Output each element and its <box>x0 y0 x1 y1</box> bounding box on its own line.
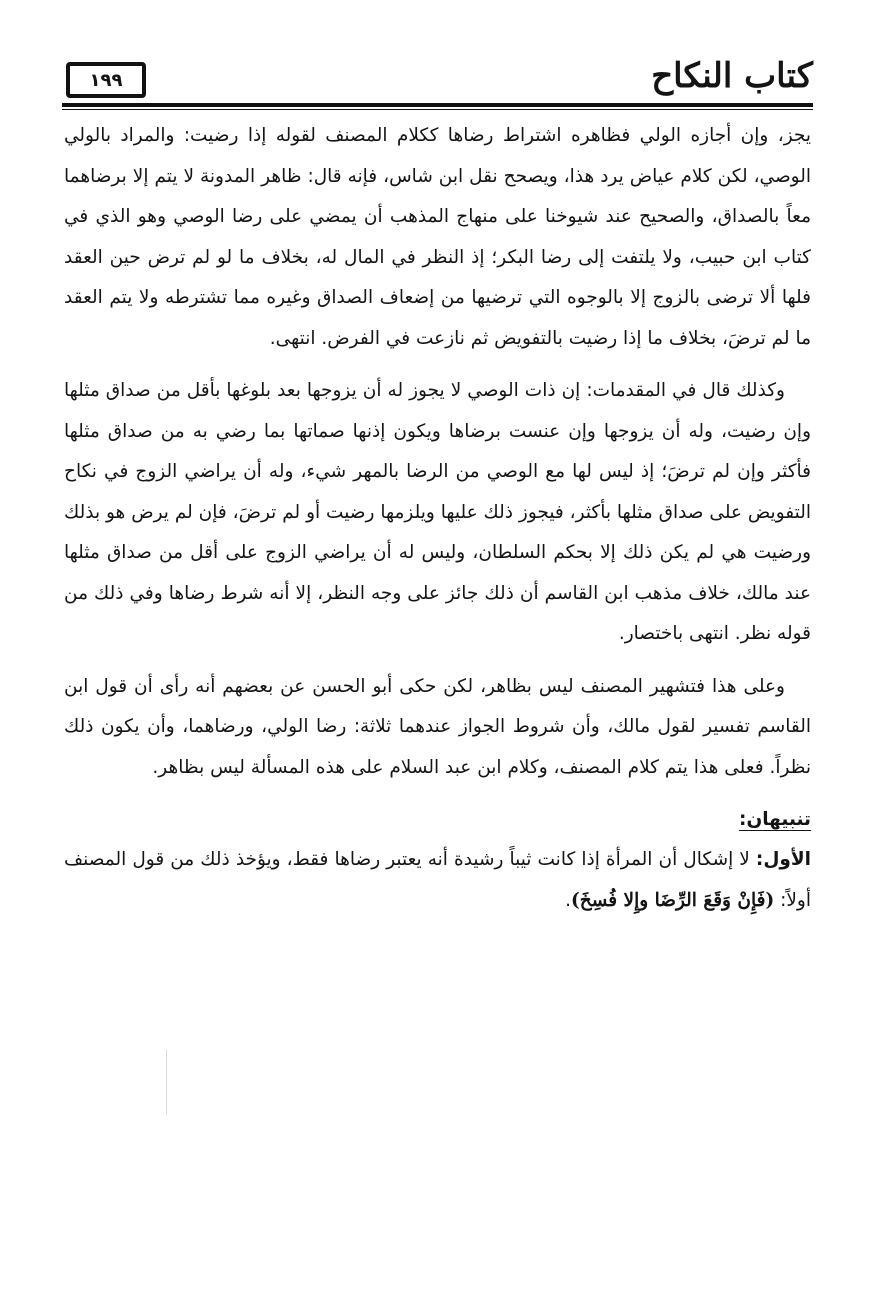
page-number: ١٩٩ <box>66 62 146 98</box>
paragraph-3: وعلى هذا فتشهير المصنف ليس بظاهر، لكن حكى أبو الحسن عن بعضهم أنه رأى أن قول ابن القاسم تفسير لقول مالك، وأن شروط الجواز عندهما ثلاثة: رضا الولي، ورضاهما، وأن يكون ذلك نظراً. فعلى هذا يتم كلام المصنف، وكلام ابن عبد السلام على هذه المسألة ليس بظاهر. <box>64 675 811 778</box>
paragraph-2: وكذلك قال في المقدمات: إن ذات الوصي لا يجوز له أن يزوجها بعد بلوغها بأقل من صداق مثلها وإن رضيت، وله أن يزوجها وإن عنست برضاها ويكون إذنها صماتها بما رضي به من صداق مثلها فأكثر وإن لم ترضَ؛ إذ ليس لها مع الوصي من الرضا بالمهر شيء، وله أن يراضي الزوج في نكاح التفويض على صداق مثلها بأكثر، فيجوز ذلك عليها ويلزمها رضيت أو لم ترضَ، فإن لم يرض هو بذلك ورضيت هي لم يكن ذلك إلا بحكم السلطان، وليس له أن يراضي الزوج على أقل من صداق مثلها عند مالك، خلاف مذهب ابن القاسم أن ذلك جائز على وجه النظر، إلا أنه شرط رضاها وفي ذلك من قوله نظر. انتهى باختصار. <box>64 380 811 644</box>
page-header <box>62 52 813 106</box>
paragraph-4-text: لا إشكال أن المرأة إذا كانت ثيباً رشيدة أنه يعتبر رضاها فقط، ويؤخذ ذلك من قول المصنف أولاً: <box>64 849 811 911</box>
header-divider <box>62 103 813 107</box>
paragraph-4-lead: الأول: <box>755 849 811 870</box>
paragraph-4-end: . <box>565 889 572 911</box>
book-title: كتاب النكاح <box>651 56 813 96</box>
quoted-text: (فَإِنْ وَقَعَ الرِّضَا وإِلا فُسِخَ) <box>571 889 775 911</box>
paragraph-1: يجز، وإن أجازه الولي فظاهره اشتراط رضاها ككلام المصنف لقوله إذا رضيت: والمراد بالولي الوصي، لكن كلام عياض يرد هذا، ويصحح نقل ابن شاس، فإنه قال: ظاهر المدونة لا يتم إلا برضاهما معاً بالصداق، والصحيح عند شيوخنا على منهاج المذهب أن يمضي على رضا الوصي وهو الذي في كتاب ابن حبيب، ولا يلتفت إلى رضا البكر؛ إذ النظر في المال له، بخلاف ما لو لم ترض حين العقد فلها ألا ترضى بالزوج إلا بالوجوه التي ترضيها من إضعاف الصداق وغيره مما تشترطه ولا يتم العقد ما لم ترضَ، بخلاف ما إذا رضيت بالتفويض ثم نازعت في الفرض. انتهى. <box>64 125 811 349</box>
body-text <box>64 116 811 933</box>
section-heading: تنبيهان: <box>739 809 811 830</box>
paragraph-4 <box>64 840 811 921</box>
scan-artifact <box>166 1050 167 1114</box>
